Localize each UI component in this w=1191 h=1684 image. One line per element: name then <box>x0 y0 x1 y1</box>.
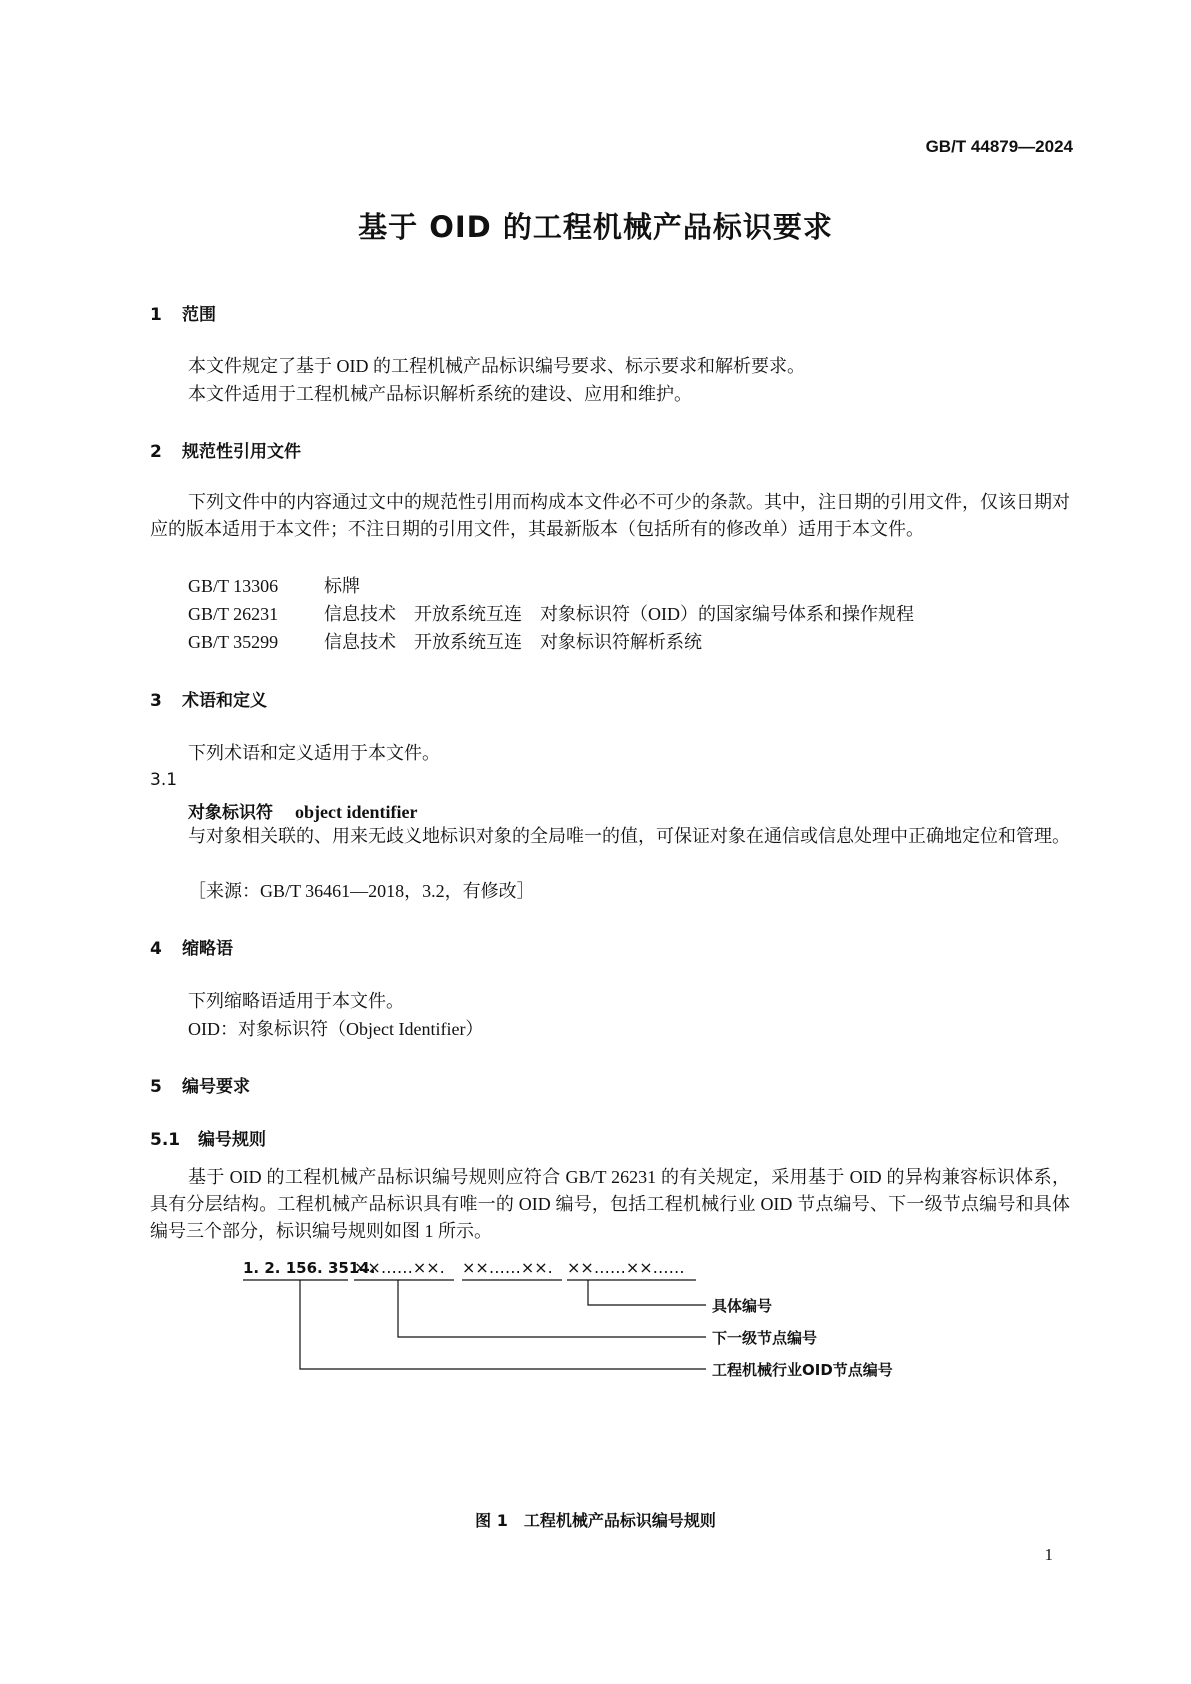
section-number: 5 <box>150 1077 162 1097</box>
section-title: 编号规则 <box>198 1130 266 1150</box>
term-source: ［来源：GB/T 36461—2018，3.2，有修改］ <box>188 881 535 901</box>
section-title: 缩略语 <box>182 939 233 959</box>
paragraph: 本文件规定了基于 OID 的工程机械产品标识编号要求、标示要求和解析要求。 <box>188 356 805 376</box>
section-title: 术语和定义 <box>182 691 267 711</box>
reference-title: 标牌 <box>324 576 360 596</box>
section-title: 规范性引用文件 <box>182 442 301 462</box>
label-industry: 工程机械行业OID节点编号 <box>712 1361 893 1379</box>
code-segment-1: ××……××. <box>354 1258 445 1277</box>
section-title: 编号要求 <box>182 1077 250 1097</box>
term-en: object identifier <box>295 802 418 822</box>
code-segment-2: ××……××. <box>462 1258 553 1277</box>
leader-specific <box>588 1280 706 1305</box>
figure-caption: 图 1 工程机械产品标识编号规则 <box>475 1511 716 1530</box>
leader-next-level <box>398 1280 706 1337</box>
reference-code: GB/T 35299 <box>188 632 279 652</box>
paragraph: 下列缩略语适用于本文件。 <box>188 991 404 1011</box>
section-number: 1 <box>150 305 162 325</box>
label-next-level: 下一级节点编号 <box>712 1329 818 1347</box>
reference-code: GB/T 13306 <box>188 576 279 596</box>
section-title: 范围 <box>182 305 216 325</box>
reference-title: 信息技术 开放系统互连 对象标识符解析系统 <box>324 632 702 652</box>
paragraph: 本文件适用于工程机械产品标识解析系统的建设、应用和维护。 <box>188 384 692 404</box>
page-number: 1 <box>1044 1545 1053 1564</box>
paragraph: 下列术语和定义适用于本文件。 <box>188 743 440 763</box>
section-number: 5.1 <box>150 1130 181 1150</box>
reference-code: GB/T 26231 <box>188 604 279 624</box>
section-number: 3 <box>150 691 162 711</box>
document-title: 基于 OID 的工程机械产品标识要求 <box>358 210 833 244</box>
reference-title: 信息技术 开放系统互连 对象标识符（OID）的国家编号体系和操作规程 <box>324 604 914 624</box>
abbreviation-item: OID：对象标识符（Object Identifier） <box>188 1019 484 1039</box>
paragraph: 下列文件中的内容通过文中的规范性引用而构成本文件必不可少的条款。其中，注日期的引用文件，仅该日期对应的版本适用于本文件；不注日期的引用文件，其最新版本（包括所有的修改单）适用于本文件。 <box>150 492 1070 539</box>
term-definition: 与对象相关联的、用来无歧义地标识对象的全局唯一的值，可保证对象在通信或信息处理中正确地定位和管理。 <box>188 826 1070 846</box>
term-zh: 对象标识符 <box>188 803 273 823</box>
standard-code: GB/T 44879—2024 <box>925 137 1073 156</box>
label-specific: 具体编号 <box>712 1297 773 1315</box>
section-number: 2 <box>150 442 162 462</box>
code-segment-3: ××……××…… <box>567 1258 685 1277</box>
section-number: 4 <box>150 939 162 959</box>
term-number: 3.1 <box>150 770 178 790</box>
leader-industry <box>300 1280 706 1369</box>
paragraph: 基于 OID 的工程机械产品标识编号规则应符合 GB/T 26231 的有关规定，采用基于 OID 的异构兼容标识体系，具有分层结构。工程机械产品标识具有唯一的 OID 编号，包括工程机械行业 OID 节点编号、下一级节点编号和具体编号三个部分，标识编号规则如图 1 所示。 <box>150 1167 1070 1241</box>
code-prefix: 1. 2. 156. 3514. <box>243 1259 376 1277</box>
